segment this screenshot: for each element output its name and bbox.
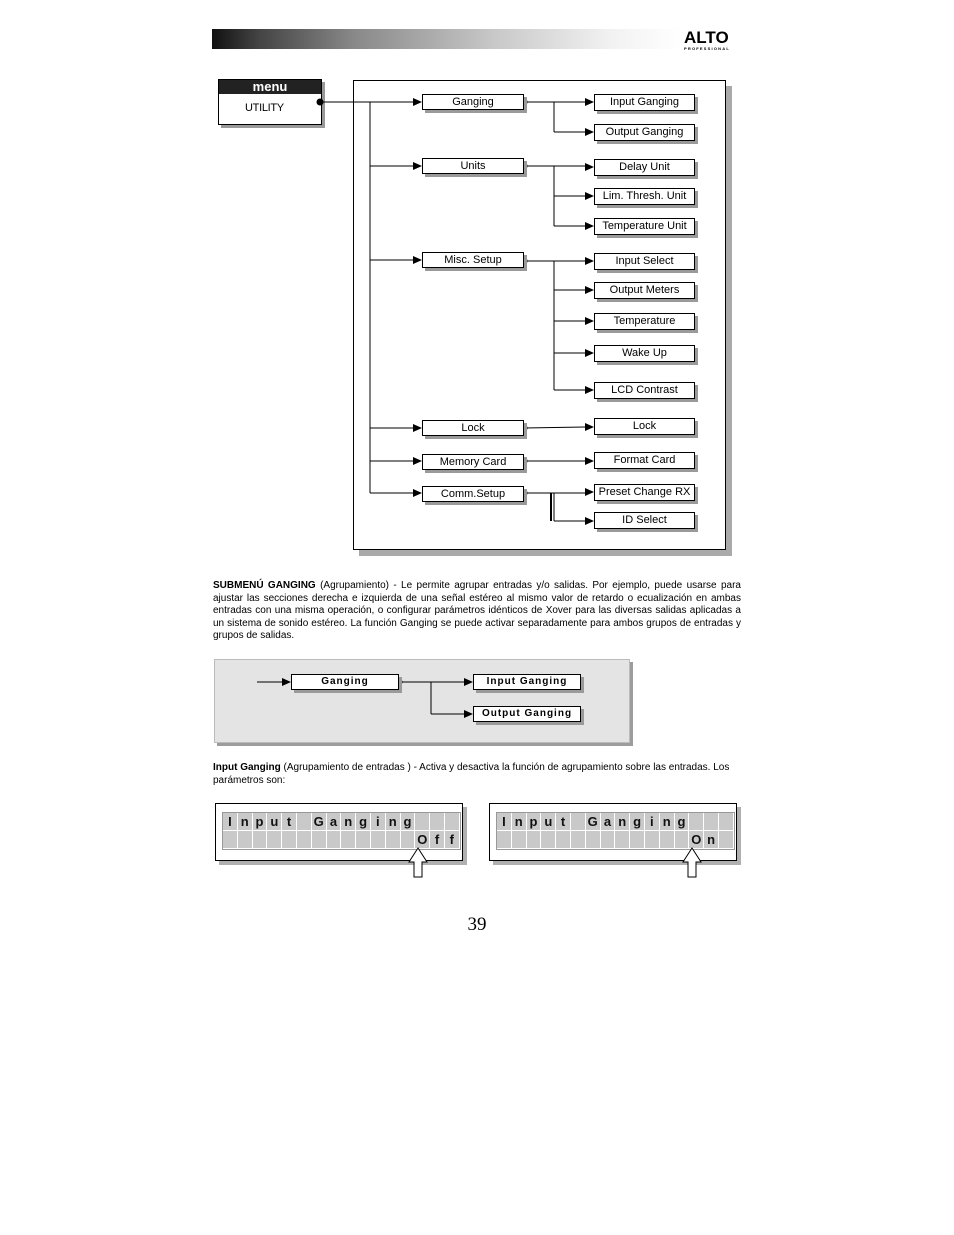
- leaf-wake-up: Wake Up: [594, 345, 695, 362]
- lcd-cell: u: [267, 813, 282, 831]
- lcd-cell: n: [615, 813, 630, 831]
- leaf-lim-thresh-unit: Lim. Thresh. Unit: [594, 188, 695, 205]
- logo-sub-text: PROFESSIONAL: [684, 46, 730, 51]
- ganging-body: (Agrupamiento) - Le permite agrupar entradas y/o salidas. Por ejemplo, puede usarse para ajustar las secciones derecha e izquierda de una señal estéreo al mismo valor de retardo o ecualización en ambas entradas con una misma operación, o configurar parámetros idénticos de Xover para las diversas salidas aplicadas a un sistema de sonido estéreo. La función Ganging se puede activar separadamente para ambos grupos de entradas y grupos de salidas.: [213, 580, 741, 642]
- branch-ganging: Ganging: [422, 94, 524, 110]
- cursor-arrow-off-icon: [409, 848, 427, 877]
- input-ganging-box: Input Ganging: [473, 674, 581, 690]
- leaf-id-select: ID Select: [594, 512, 695, 529]
- leaf-temperature-unit: Temperature Unit: [594, 218, 695, 235]
- lcd-cell: I: [497, 813, 512, 831]
- lcd-cell: t: [282, 813, 297, 831]
- lcd-cell: n: [238, 813, 253, 831]
- leaf-preset-change-rx: Preset Change RX: [594, 484, 695, 501]
- lcd-cell: g: [401, 813, 416, 831]
- lcd-cell: n: [386, 813, 401, 831]
- leaf-input-select: Input Select: [594, 253, 695, 270]
- lcd-cell: f: [445, 831, 460, 849]
- leaf-input-ganging: Input Ganging: [594, 94, 695, 111]
- leaf-output-meters: Output Meters: [594, 282, 695, 299]
- lcd-cell: n: [704, 831, 719, 849]
- output-ganging-box: Output Ganging: [473, 706, 581, 722]
- input-ganging-heading: Input Ganging: [213, 762, 281, 773]
- lcd-cell: t: [556, 813, 571, 831]
- lcd-cell: p: [527, 813, 542, 831]
- cursor-arrow-on-icon: [683, 848, 701, 877]
- lcd-cell: g: [675, 813, 690, 831]
- lcd-cell: I: [223, 813, 238, 831]
- menu-title: menu: [219, 80, 321, 94]
- leaf-lcd-contrast: LCD Contrast: [594, 382, 695, 399]
- leaf-delay-unit: Delay Unit: [594, 159, 695, 176]
- branch-misc-setup: Misc. Setup: [422, 252, 524, 268]
- lcd-cell: n: [512, 813, 527, 831]
- lcd-cell: g: [356, 813, 371, 831]
- utility-label: UTILITY: [245, 102, 284, 114]
- lcd-cell: O: [689, 831, 704, 849]
- leaf-temperature: Temperature: [594, 313, 695, 330]
- branch-lock: Lock: [422, 420, 524, 436]
- lcd-cell: n: [660, 813, 675, 831]
- lcd-cell: p: [253, 813, 268, 831]
- lcd-cell: n: [341, 813, 356, 831]
- leaf-output-ganging: Output Ganging: [594, 124, 695, 141]
- lcd-cell: G: [312, 813, 327, 831]
- branch-units: Units: [422, 158, 524, 174]
- lcd-cell: i: [645, 813, 660, 831]
- lcd-cell: O: [415, 831, 430, 849]
- lcd-cell: u: [541, 813, 556, 831]
- ganging-box: Ganging: [291, 674, 399, 690]
- input-ganging-body: (Agrupamiento de entradas ) - Activa y desactiva la función de agrupamiento sobre las entradas. Los parámetros son:: [213, 762, 730, 786]
- lcd-cell: i: [371, 813, 386, 831]
- leaf-lock: Lock: [594, 418, 695, 435]
- logo-main-text: ALTO: [684, 28, 729, 47]
- ganging-heading: SUBMENÚ GANGING: [213, 580, 316, 591]
- branch-comm-setup: Comm.Setup: [422, 486, 524, 502]
- leaf-format-card: Format Card: [594, 452, 695, 469]
- lcd-cell: a: [601, 813, 616, 831]
- lcd-cell: g: [630, 813, 645, 831]
- lcd-cell: f: [430, 831, 445, 849]
- page-number: 39: [467, 914, 487, 935]
- lcd-cell: G: [586, 813, 601, 831]
- lcd-cell: a: [327, 813, 342, 831]
- branch-memory-card: Memory Card: [422, 454, 524, 470]
